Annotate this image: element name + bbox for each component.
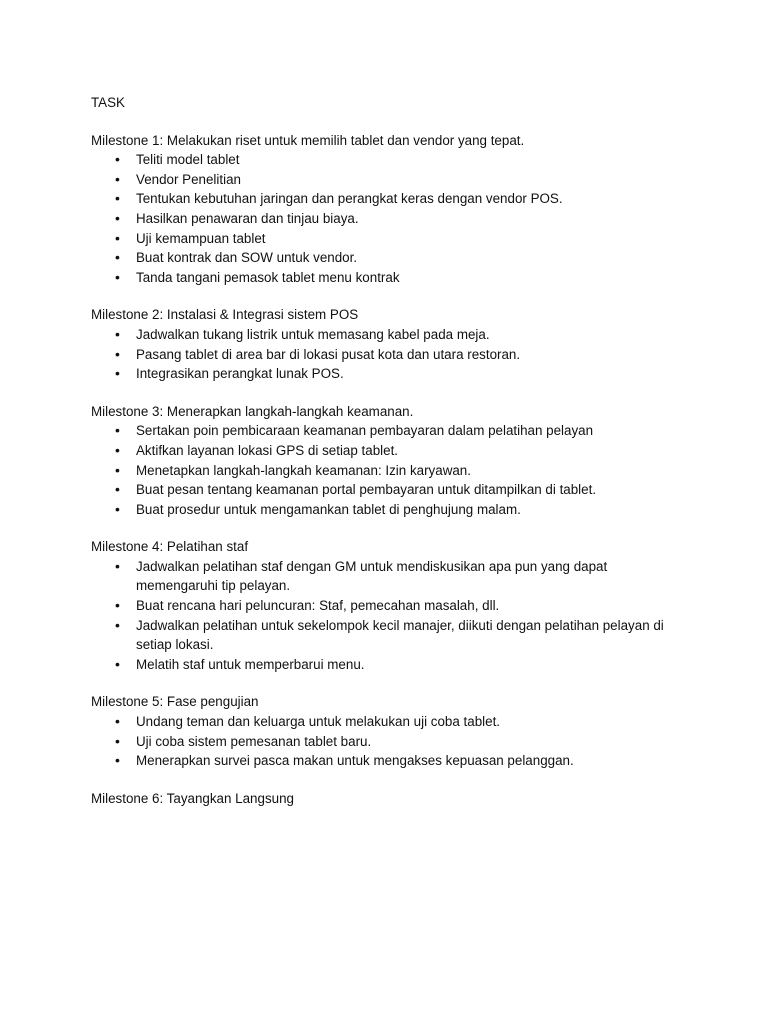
milestone-section bbox=[91, 537, 691, 674]
milestone-section bbox=[91, 789, 691, 809]
bullet-icon: • bbox=[115, 345, 120, 362]
task-text: Vendor Penelitian bbox=[136, 171, 241, 187]
milestone-heading: Milestone 1: Melakukan riset untuk memilih tablet dan vendor yang tepat. bbox=[91, 132, 525, 148]
bullet-icon: • bbox=[115, 597, 120, 614]
bullet-icon: • bbox=[115, 268, 120, 285]
task-list-item bbox=[91, 480, 691, 500]
task-text: Teliti model tablet bbox=[136, 152, 240, 168]
bullet-icon: • bbox=[115, 481, 120, 498]
bullet-icon: • bbox=[115, 500, 120, 517]
document-title: TASK bbox=[91, 95, 125, 110]
bullet-icon: • bbox=[115, 752, 120, 769]
task-text: Integrasikan perangkat lunak POS. bbox=[136, 366, 344, 382]
task-list-item bbox=[91, 345, 691, 365]
task-text: Jadwalkan pelatihan staf dengan GM untuk mendiskusikan apa pun yang dapat memengaruhi tip pelayan. bbox=[136, 558, 608, 594]
bullet-icon: • bbox=[115, 732, 120, 749]
task-list bbox=[91, 150, 691, 287]
task-text: Sertakan poin pembicaraan keamanan pembayaran dalam pelatihan pelayan bbox=[136, 423, 594, 439]
bullet-icon: • bbox=[115, 616, 120, 633]
milestone-heading: Milestone 5: Fase pengujian bbox=[91, 694, 259, 710]
task-text: Buat rencana hari peluncuran: Staf, pemecahan masalah, dll. bbox=[136, 598, 500, 614]
milestone-section bbox=[91, 131, 691, 288]
task-text: Uji coba sistem pemesanan tablet baru. bbox=[136, 733, 372, 749]
milestone-section bbox=[91, 692, 691, 770]
task-list-item bbox=[91, 655, 691, 675]
task-list-item bbox=[91, 170, 691, 190]
task-text: Jadwalkan pelatihan untuk sekelompok kecil manajer, diikuti dengan pelatihan pelayan di setiap lokasi. bbox=[136, 617, 664, 653]
task-text: Menerapkan survei pasca makan untuk mengakses kepuasan pelanggan. bbox=[136, 753, 574, 769]
task-text: Buat prosedur untuk mengamankan tablet di penghujung malam. bbox=[136, 501, 521, 517]
milestone-section bbox=[91, 305, 691, 383]
task-list-item bbox=[91, 616, 691, 655]
bullet-icon: • bbox=[115, 461, 120, 478]
milestone-heading: Milestone 4: Pelatihan staf bbox=[91, 539, 249, 555]
task-list-item bbox=[91, 557, 691, 596]
task-list-item bbox=[91, 461, 691, 481]
bullet-icon: • bbox=[115, 441, 120, 458]
task-text: Pasang tablet di area bar di lokasi pusat kota dan utara restoran. bbox=[136, 346, 521, 362]
task-list-item bbox=[91, 209, 691, 229]
task-list-item bbox=[91, 732, 691, 752]
task-list-item bbox=[91, 229, 691, 249]
milestone-section bbox=[91, 402, 691, 520]
milestone-heading: Milestone 6: Tayangkan Langsung bbox=[91, 790, 294, 806]
task-list-item bbox=[91, 712, 691, 732]
task-text: Jadwalkan tukang listrik untuk memasang kabel pada meja. bbox=[136, 326, 490, 342]
milestone-list bbox=[91, 131, 691, 809]
bullet-icon: • bbox=[115, 170, 120, 187]
task-list-item bbox=[91, 325, 691, 345]
bullet-icon: • bbox=[115, 422, 120, 439]
bullet-icon: • bbox=[115, 229, 120, 246]
task-list-item bbox=[91, 500, 691, 520]
task-list-item bbox=[91, 751, 691, 771]
task-list-item bbox=[91, 364, 691, 384]
task-text: Melatih staf untuk memperbarui menu. bbox=[136, 656, 365, 672]
bullet-icon: • bbox=[115, 557, 120, 574]
task-text: Tanda tangani pemasok tablet menu kontrak bbox=[136, 269, 400, 285]
milestone-heading: Milestone 3: Menerapkan langkah-langkah keamanan. bbox=[91, 403, 414, 419]
task-list-item bbox=[91, 189, 691, 209]
task-list bbox=[91, 421, 691, 519]
task-text: Uji kemampuan tablet bbox=[136, 230, 266, 246]
task-list-item bbox=[91, 150, 691, 170]
task-text: Aktifkan layanan lokasi GPS di setiap tablet. bbox=[136, 442, 399, 458]
task-text: Undang teman dan keluarga untuk melakukan uji coba tablet. bbox=[136, 714, 501, 730]
task-list-item bbox=[91, 441, 691, 461]
document-page bbox=[91, 93, 691, 826]
task-list-item bbox=[91, 596, 691, 616]
task-list-item bbox=[91, 268, 691, 288]
milestone-heading: Milestone 2: Instalasi & Integrasi sistem POS bbox=[91, 307, 359, 323]
bullet-icon: • bbox=[115, 655, 120, 672]
task-list-item bbox=[91, 248, 691, 268]
bullet-icon: • bbox=[115, 249, 120, 266]
bullet-icon: • bbox=[115, 365, 120, 382]
task-text: Buat kontrak dan SOW untuk vendor. bbox=[136, 250, 358, 266]
task-list bbox=[91, 557, 691, 675]
bullet-icon: • bbox=[115, 713, 120, 730]
task-text: Hasilkan penawaran dan tinjau biaya. bbox=[136, 210, 359, 226]
bullet-icon: • bbox=[115, 325, 120, 342]
bullet-icon: • bbox=[115, 209, 120, 226]
task-list-item bbox=[91, 421, 691, 441]
task-text: Tentukan kebutuhan jaringan dan perangkat keras dengan vendor POS. bbox=[136, 191, 563, 207]
task-list bbox=[91, 712, 691, 771]
task-text: Menetapkan langkah-langkah keamanan: Izin karyawan. bbox=[136, 462, 471, 478]
bullet-icon: • bbox=[115, 151, 120, 168]
bullet-icon: • bbox=[115, 190, 120, 207]
task-list bbox=[91, 325, 691, 384]
task-text: Buat pesan tentang keamanan portal pembayaran untuk ditampilkan di tablet. bbox=[136, 482, 597, 498]
